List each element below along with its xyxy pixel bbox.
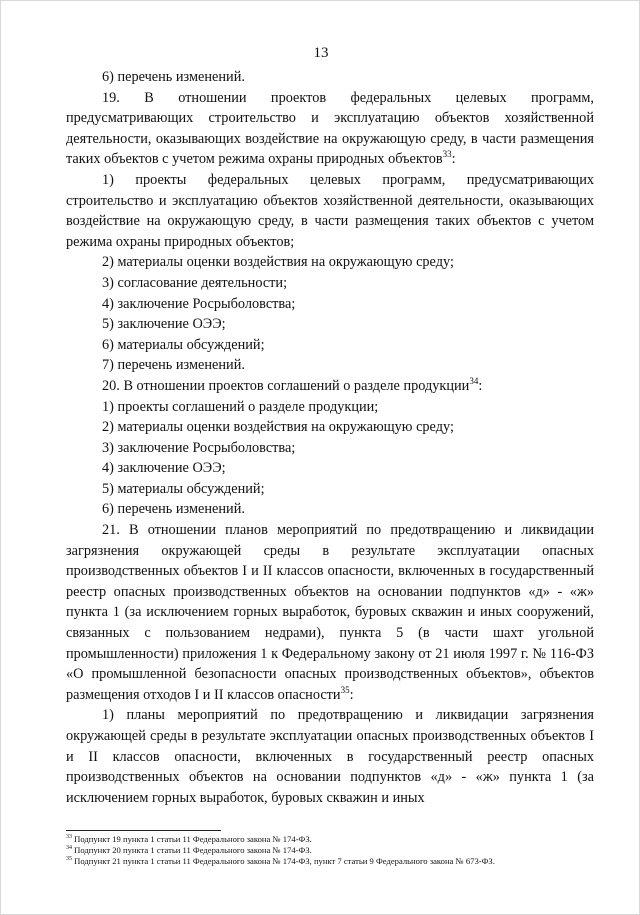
paragraph: 7) перечень изменений. <box>102 357 245 374</box>
paragraph: 2) материалы оценки воздействия на окружающую среду; <box>102 419 454 436</box>
paragraph: 1) проекты соглашений о разделе продукции; <box>102 398 379 415</box>
footnote: $^{34}$ Подпункт 20 пункта 1 статьи 11 Федерального закона № 174-ФЗ. <box>66 845 312 856</box>
paragraph: 19. В отношении проектов федеральных целевых программ, предусматривающих строительство и эксплуатацию объектов хозяйственной деятельности, оказывающих воздействие на окружающую среду, в части размещения таких объектов с учетом режима охраны природных объектов$^{33}$: <box>66 89 594 168</box>
footnote-ref: 34 <box>469 376 479 387</box>
paragraph: 6) материалы обсуждений; <box>102 336 265 353</box>
paragraph: 5) материалы обсуждений; <box>102 480 265 497</box>
footnote: $^{33}$ Подпункт 19 пункта 1 статьи 11 Федерального закона № 174-ФЗ. <box>66 834 312 844</box>
page-number: 13 <box>313 45 329 61</box>
paragraph: 3) заключение Росрыболовства; <box>102 439 296 456</box>
paragraph: 1) планы мероприятий по предотвращению и ликвидации загрязнения окружающей среды в результате эксплуатации опасных производственных объектов I и II классов опасности, включенных в государственный реестр опасных производственных объектов на основании подпунктов «д» - «ж» пункта 1 (за исключением горных выработок, буровых скважин и иных <box>66 707 594 806</box>
paragraph: 21. В отношении планов мероприятий по предотвращению и ликвидации загрязнения окружающей среды в результате эксплуатации опасных производственных объектов I и II классов опасности, включенных в государственный реестр опасных производственных объектов на основании подпунктов «д» - «ж» пункта 1 (за исключением горных выработок, буровых скважин и иных сооружений, связанных с пользованием недрами), пункта 5 (в части шахт угольной промышленности) приложения 1 к Федеральному закону от 21 июля 1997 г. № 116-ФЗ «О промышленной безопасности опасных производственных объектов», объектов размещения отходов I и II классов опасности$^{35}$: <box>66 522 594 703</box>
footnote: $^{35}$ Подпункт 21 пункта 1 статьи 11 Федерального закона № 174-ФЗ, пункт 7 статьи 9 Федерального закона № 673-ФЗ. <box>66 856 495 867</box>
document-body <box>66 67 594 808</box>
paragraph: 2) материалы оценки воздействия на окружающую среду; <box>102 254 454 271</box>
paragraph: 5) заключение ОЭЭ; <box>102 316 226 333</box>
paragraph: 20. В отношении проектов соглашений о разделе продукции$^{34}$: <box>102 376 483 394</box>
paragraph: 6) перечень изменений. <box>102 69 245 85</box>
footnote-ref: 33 <box>442 149 452 160</box>
footnote-ref: 35 <box>340 685 350 696</box>
paragraph: 4) заключение ОЭЭ; <box>102 460 226 477</box>
footnote-separator <box>66 830 221 831</box>
paragraph: 1) проекты федеральных целевых программ, предусматривающих строительство и эксплуатацию объектов хозяйственной деятельности, оказывающих воздействие на окружающую среду, в части размещения таких объектов с учетом режима охраны природных объектов; <box>66 171 594 250</box>
paragraph: 6) перечень изменений. <box>102 501 245 518</box>
footnotes <box>66 834 594 868</box>
paragraph: 3) согласование деятельности; <box>102 274 288 291</box>
paragraph: 4) заключение Росрыболовства; <box>102 295 296 312</box>
